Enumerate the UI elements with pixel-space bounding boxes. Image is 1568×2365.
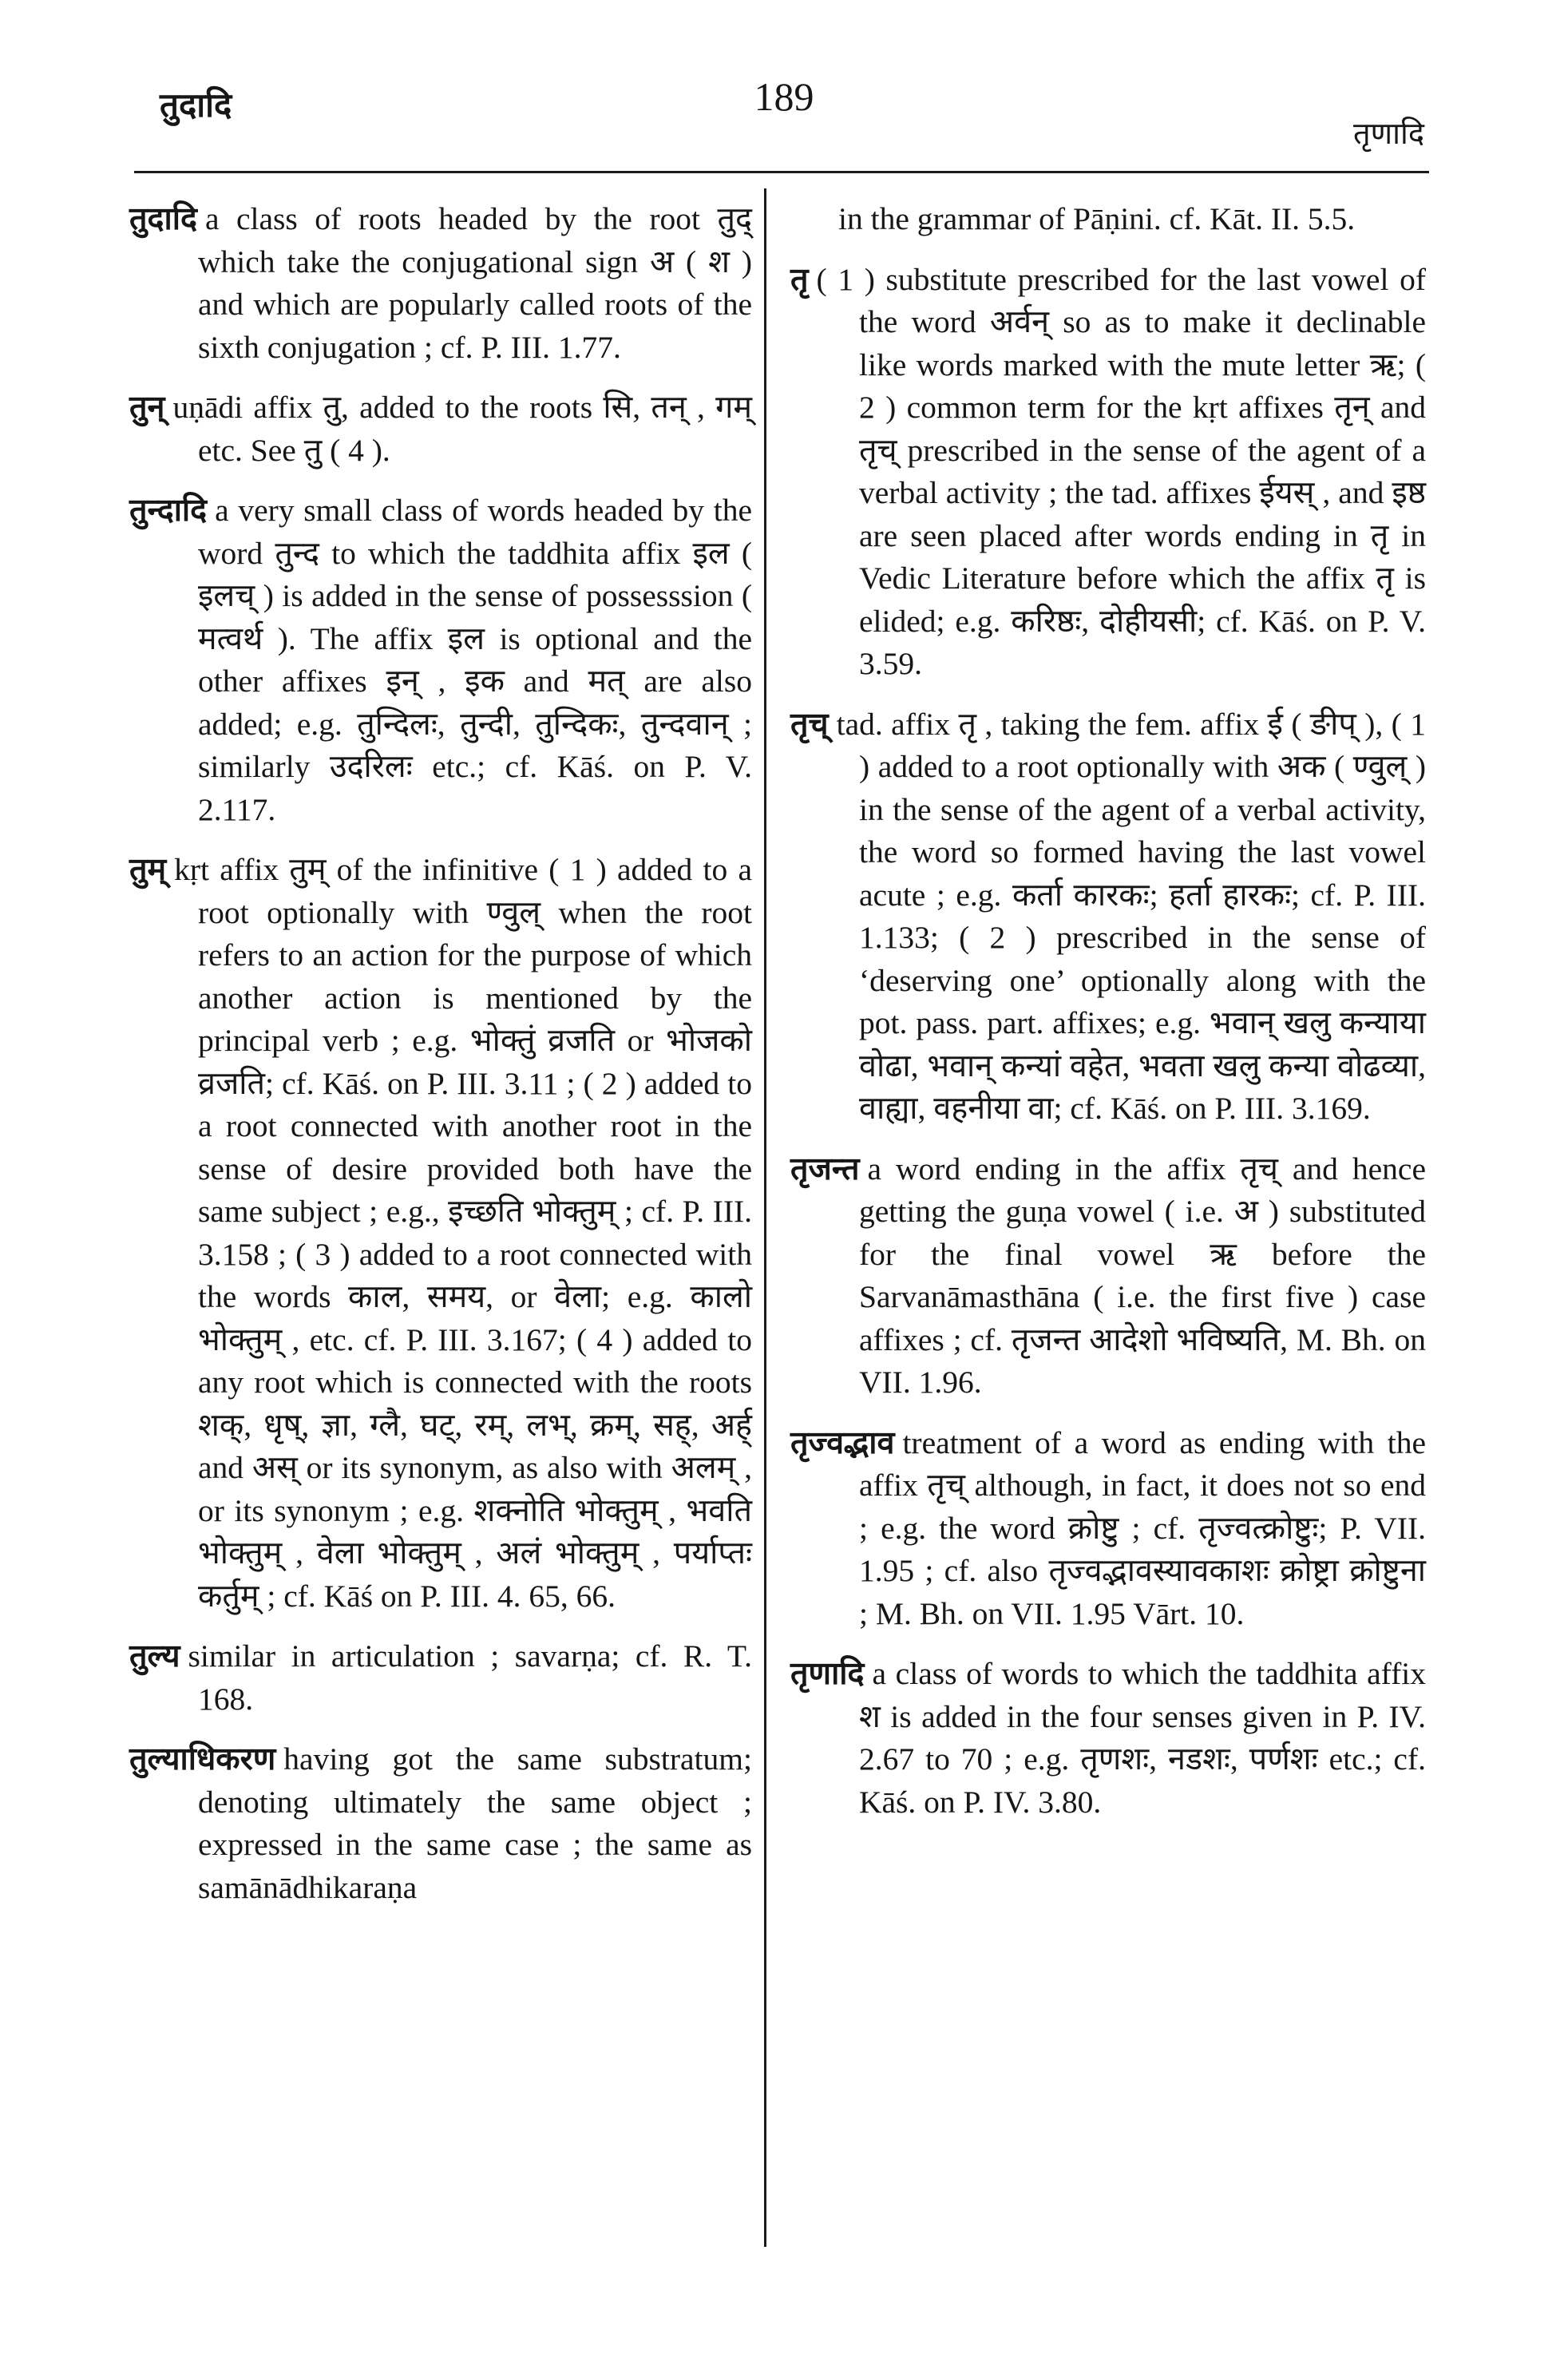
dictionary-entry (790, 703, 1426, 1131)
entry-headword: तृणादि (790, 1656, 865, 1691)
page-number: 189 (754, 74, 814, 119)
dictionary-entry (129, 386, 752, 472)
entry-headword: तुल्याधिकरण (129, 1741, 276, 1777)
entry-headword: तुम् (129, 852, 167, 887)
entry-definition: a very small class of words headed by the word तुन्द to which the taddhita affix इल ( इलच् ) is added in the sense of possesssion ( मत्वर्थ ). The affix इल is optional and the other affixes इन् , इक and मत् are also added; e.g. तुन्दिलः, तुन्दी, तुन्दिकः, तुन्दवान् ; similarly उदरिलः etc.; cf. Kāś. on P. V. 2.117. (198, 493, 752, 827)
dictionary-entry (129, 198, 752, 369)
dictionary-entry (790, 259, 1426, 686)
dictionary-entry (129, 849, 752, 1618)
entry-headword: तुल्य (129, 1638, 180, 1674)
entry-definition: in the grammar of Pāṇini. cf. Kāt. II. 5.5. (838, 201, 1356, 236)
dictionary-entry (129, 489, 752, 831)
entry-headword: तृच् (790, 706, 829, 742)
running-head-right: तृणादि (1353, 117, 1424, 151)
entry-definition: having got the same substratum; denoting ultimately the same object ; expressed in the same case ; the same as samānādhikaraṇa (198, 1741, 752, 1905)
entry-definition: a class of words to which the taddhita affix श is added in the four senses given in P. IV. 2.67 to 70 ; e.g. तृणशः, नडशः, पर्णशः etc.; cf. Kāś. on P. IV. 3.80. (859, 1656, 1426, 1820)
entry-definition: treatment of a word as ending with the affix तृच् although, in fact, it does not so end ; e.g. the word क्रोष्टु ; cf. तृज्वत्क्रोष्टुः; P. VII. 1.95 ; cf. also तृज्वद्भावस्यावकाशः क्रोष्ट्रा क्रोष्टुना ; M. Bh. on VII. 1.95 Vārt. 10. (859, 1424, 1426, 1631)
dictionary-entry (790, 1653, 1426, 1824)
page-header (0, 73, 1568, 151)
left-column (129, 198, 752, 1927)
dictionary-entry (129, 1738, 752, 1909)
entry-headword: तृजन्त (790, 1151, 860, 1186)
column-divider (764, 188, 766, 2247)
right-column (790, 198, 1426, 1841)
entry-definition: similar in articulation ; savarṇa; cf. R. T. 168. (188, 1638, 752, 1717)
entry-headword: तुदादि (129, 201, 197, 236)
dictionary-entry (790, 1148, 1426, 1404)
entry-definition: kṛt affix तुम् of the infinitive ( 1 ) added to a root optionally with ण्वुल् when the root refers to an action for the purpose of which another action is mentioned by the principal verb ; e.g. भोक्तुं व्रजति or भोजको व्रजति; cf. Kāś. on P. III. 3.11 ; ( 2 ) added to a root connected with another root in the sense of desire provided both have the same subject ; e.g., इच्छति भोक्तुम् ; cf. P. III. 3.158 ; ( 3 ) added to a root connected with the words काल, समय, or वेला; e.g. कालो भोक्तुम् , etc. cf. P. III. 3.167; ( 4 ) added to any root which is connected with the roots शक्, धृष्, ज्ञा, ग्लै, घट्, रम्, लभ्, क्रम्, सह्, अर्ह् and अस् or its synonym, as also with अलम् , or its synonym ; e.g. शक्नोति भोक्तुम् , भवति भोक्तुम् , वेला भोक्तुम् , अलं भोक्तुम् , पर्याप्तः कर्तुम् ; cf. Kāś on P. III. 4. 65, 66. (174, 852, 752, 1614)
entry-headword: तुन् (129, 390, 165, 425)
entry-definition: a class of roots headed by the root तुद् which take the conjugational sign अ ( श ) and which are popularly called roots of the sixth conjugation ; cf. P. III. 1.77. (198, 201, 752, 365)
entry-headword: तृज्वद्भाव (790, 1424, 895, 1460)
entry-definition: uṇādi affix तु, added to the roots सि, तन् , गम् etc. See तु ( 4 ). (172, 390, 752, 468)
dictionary-entry (790, 1422, 1426, 1636)
entry-definition: tad. affix तृ , taking the fem. affix ई ( ङीप् ), ( 1 ) added to a root optionally with अक ( ण्वुल् ) in the sense of the agent of a verbal activity, the word so formed having the last vowel acute ; e.g. कर्ता कारकः; हर्ता हारकः; cf. P. III. 1.133; ( 2 ) prescribed in the sense of ‘deserving one’ optionally along with the pot. pass. part. affixes; e.g. भवान् खलु कन्याया वोढा, भवान् कन्यां वहेत, भवता खलु कन्या वोढव्या, वाह्या, वहनीया वा; cf. Kāś. on P. III. 3.169. (836, 706, 1426, 1126)
entry-headword: तुन्दादि (129, 493, 208, 528)
dictionary-entry (129, 1635, 752, 1721)
entry-headword: तृ (790, 261, 809, 297)
continued-entry (790, 198, 1426, 241)
entry-definition: ( 1 ) substitute prescribed for the last vowel of the word अर्वन् so as to make it declinable like words marked with the mute letter ऋ; ( 2 ) common term for the kṛt affixes तृन् and तृच् prescribed in the sense of the agent of a verbal activity ; the tad. affixes ईयस् , and इष्ठ are seen placed after words ending in तृ in Vedic Literature before which the affix तृ is elided; e.g. करिष्ठः, दोहीयसी; cf. Kāś. on P. V. 3.59. (816, 261, 1426, 681)
running-head-left: तुदादि (160, 88, 232, 125)
header-rule (134, 171, 1429, 173)
entry-definition: a word ending in the affix तृच् and hence getting the guṇa vowel ( i.e. अ ) substituted for the final vowel ऋ before the Sarvanāmasthāna ( i.e. the first five ) case affixes ; cf. तृजन्त आदेशो भविष्यति, M. Bh. on VII. 1.96. (859, 1151, 1426, 1400)
